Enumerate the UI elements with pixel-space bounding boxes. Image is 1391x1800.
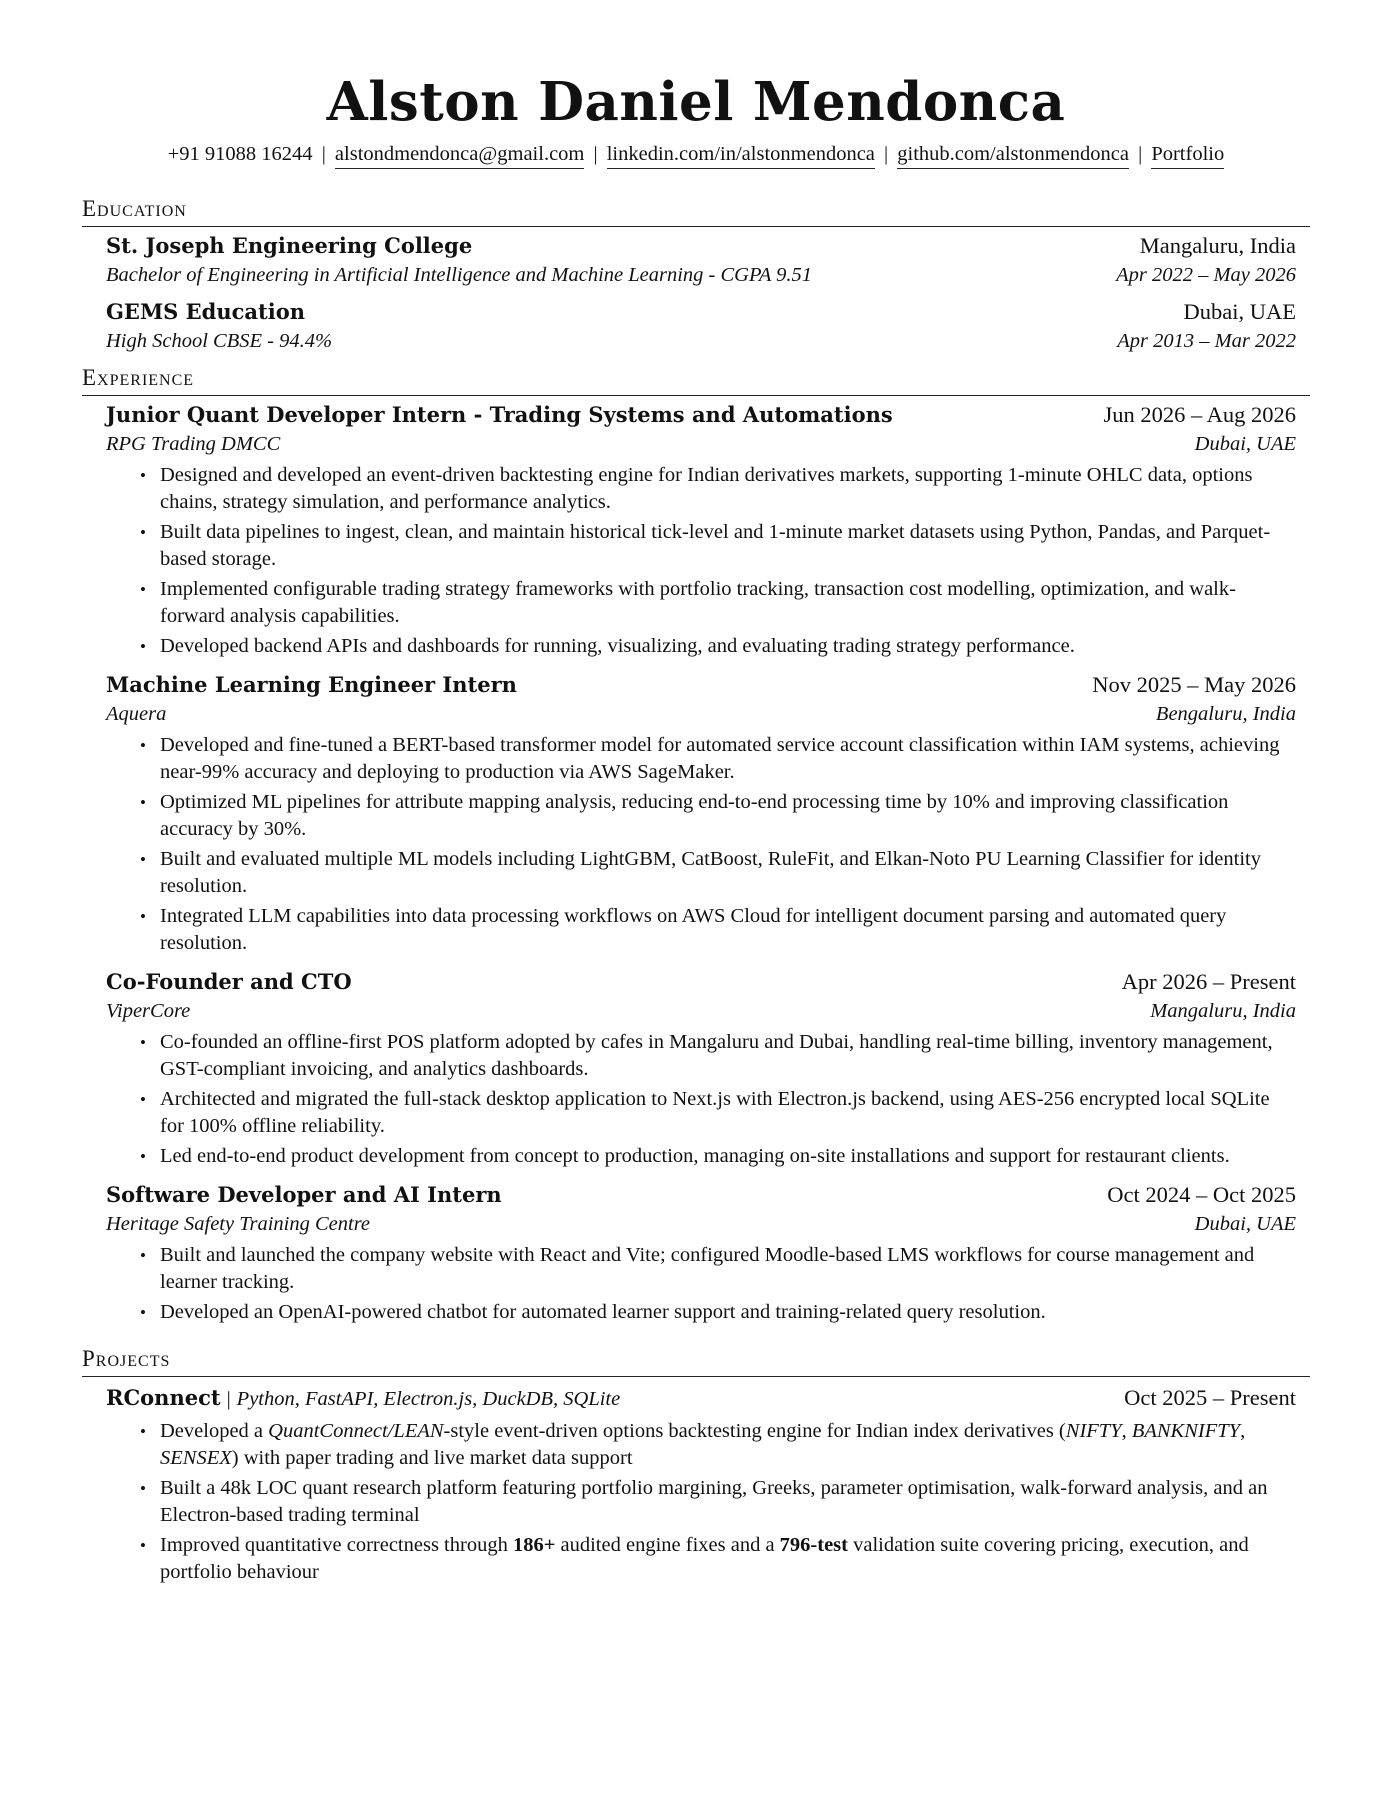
bullet-item: • Developed backend APIs and dashboards for running, visualizing, and evaluating trading strategy performance. [136,633,1296,660]
experience-section [82,363,1310,1326]
project-heading [106,1383,620,1414]
bullet-text-bold: 186+ [512,1534,556,1556]
bullet-item [136,1532,1296,1586]
bullet-item: • Optimized ML pipelines for attribute mapping analysis, reducing end-to-end processing time by 10% and improving classification accuracy by 30%. [136,789,1296,843]
experience-entry [106,670,1296,957]
bullet-item: • Integrated LLM capabilities into data processing workflows on AWS Cloud for intelligent document parsing and automated query resolution. [136,903,1296,957]
school-name: GEMS Education [106,299,305,324]
school-name: St. Joseph Engineering College [106,233,473,258]
job-location: Dubai, UAE [1194,1213,1296,1235]
bullet-list [106,1029,1296,1170]
bullet-text-italic: QuantConnect/LEAN [268,1420,444,1442]
bullet-list [106,1242,1296,1326]
bullet-item: • Implemented configurable trading strategy frameworks with portfolio tracking, transaction cost modelling, optimization, and walk-forward analysis capabilities. [136,576,1296,630]
job-location: Bengaluru, India [1155,703,1296,725]
bullet-text-italic: SENSEX [160,1447,232,1469]
bullet-item: • Built and launched the company website with React and Vite; configured Moodle-based LMS workflows for course management and learner tracking. [136,1242,1296,1296]
bullet-list [106,462,1296,660]
section-title: Projects [82,1344,1310,1377]
bullet-item: • Co-founded an offline-first POS platform adopted by cafes in Mangaluru and Dubai, handling real-time billing, inventory management, GST-compliant invoicing, and analytics dashboards. [136,1029,1296,1083]
bullet-item: • Developed and fine-tuned a BERT-based transformer model for automated service account classification within IAM systems, achieving near-99% accuracy and deploying to production via AWS SageMaker. [136,732,1296,786]
degree: High School CBSE - 94.4% [106,330,333,352]
separator: | [884,143,889,165]
bullet-item [136,1418,1296,1472]
job-title: Software Developer and AI Intern [106,1182,502,1207]
job-dates: Oct 2024 – Oct 2025 [1107,1182,1296,1207]
experience-entry [106,400,1296,660]
company-name: ViperCore [106,1000,191,1022]
education-dates: Apr 2022 – May 2026 [1116,264,1296,286]
company-name: Heritage Safety Training Centre [106,1213,371,1235]
education-dates: Apr 2013 – Mar 2022 [1117,330,1296,352]
bullet-text: audited engine fixes and a [555,1534,780,1556]
bullet-item: • Architected and migrated the full-stack desktop application to Next.js with Electron.js backend, using AES-256 encrypted local SQLite for 100% offline reliability. [136,1086,1296,1140]
bullet-item: • Built and evaluated multiple ML models including LightGBM, CatBoost, RuleFit, and Elkan-Noto PU Learning Classifier for identity resolution. [136,846,1296,900]
section-title: Experience [82,363,1310,396]
bullet-text: Improved quantitative correctness through [160,1534,513,1556]
phone-number: +91 91088 16244 [167,143,313,165]
education-entry [106,297,1296,355]
bullet-item: • Designed and developed an event-driven backtesting engine for Indian derivatives markets, supporting 1-minute OHLC data, options chains, strategy simulation, and performance analytics. [136,462,1296,516]
project-entry [106,1383,1296,1586]
bullet-text: Developed a [160,1420,269,1442]
bullet-item: • Led end-to-end product development from concept to production, managing on-site installations and support for restaurant clients. [136,1143,1296,1170]
experience-entry [106,967,1296,1170]
linkedin-link[interactable]: linkedin.com/in/alstonmendonca [607,143,875,169]
school-location: Mangaluru, India [1139,233,1296,258]
education-section [82,194,1310,355]
separator: | [321,143,326,165]
candidate-name: Alston Daniel Mendonca [326,71,1066,133]
bullet-text: -style event-driven options backtesting engine for Indian index derivatives ( [443,1420,1066,1442]
bullet-text-italic: NIFTY [1065,1420,1122,1442]
project-tech-stack: Python, FastAPI, Electron.js, DuckDB, SQLite [236,1388,621,1410]
bullet-text-italic: BANKNIFTY [1131,1420,1241,1442]
separator: | [226,1388,231,1410]
experience-entry [106,1180,1296,1326]
separator: | [593,143,598,165]
bullet-text-bold: 796-test [779,1534,848,1556]
github-link[interactable]: github.com/alstonmendonca [897,143,1129,169]
contact-line [82,140,1310,168]
company-name: Aquera [106,703,167,725]
job-dates: Nov 2025 – May 2026 [1092,672,1296,697]
job-location: Mangaluru, India [1150,1000,1296,1022]
education-entry [106,231,1296,289]
job-location: Dubai, UAE [1194,433,1296,455]
project-dates: Oct 2025 – Present [1124,1385,1296,1410]
email-link[interactable]: alstondmendonca@gmail.com [335,143,584,169]
job-title: Junior Quant Developer Intern - Trading Systems and Automations [106,402,893,427]
bullet-item: • Built data pipelines to ingest, clean, and maintain historical tick-level and 1-minute market datasets using Python, Pandas, and Parquet-based storage. [136,519,1296,573]
bullet-text: , [1240,1420,1246,1442]
school-location: Dubai, UAE [1183,299,1296,324]
bullet-list [106,732,1296,957]
job-dates: Apr 2026 – Present [1121,969,1296,994]
bullet-item: • Built a 48k LOC quant research platform featuring portfolio margining, Greeks, parameter optimisation, walk-forward analysis, and an Electron-based trading terminal [136,1475,1296,1529]
section-title: Education [82,194,1310,227]
bullet-text: ) with paper trading and live market data support [231,1447,633,1469]
separator: | [1138,143,1143,165]
bullet-text: validation suite covering pricing, execution, and portfolio behaviour [160,1534,1249,1583]
degree: Bachelor of Engineering in Artificial Intelligence and Machine Learning - CGPA 9.51 [106,264,813,286]
bullet-text: , [1121,1420,1132,1442]
job-title: Machine Learning Engineer Intern [106,672,517,697]
company-name: RPG Trading DMCC [106,433,281,455]
project-name: RConnect [106,1385,221,1410]
bullet-list [106,1418,1296,1586]
projects-section [82,1344,1310,1586]
portfolio-link[interactable]: Portfolio [1151,143,1224,169]
resume-page [82,0,1310,1589]
bullet-item: • Developed an OpenAI-powered chatbot for automated learner support and training-related query resolution. [136,1299,1296,1326]
job-title: Co-Founder and CTO [106,969,352,994]
job-dates: Jun 2026 – Aug 2026 [1103,402,1296,427]
